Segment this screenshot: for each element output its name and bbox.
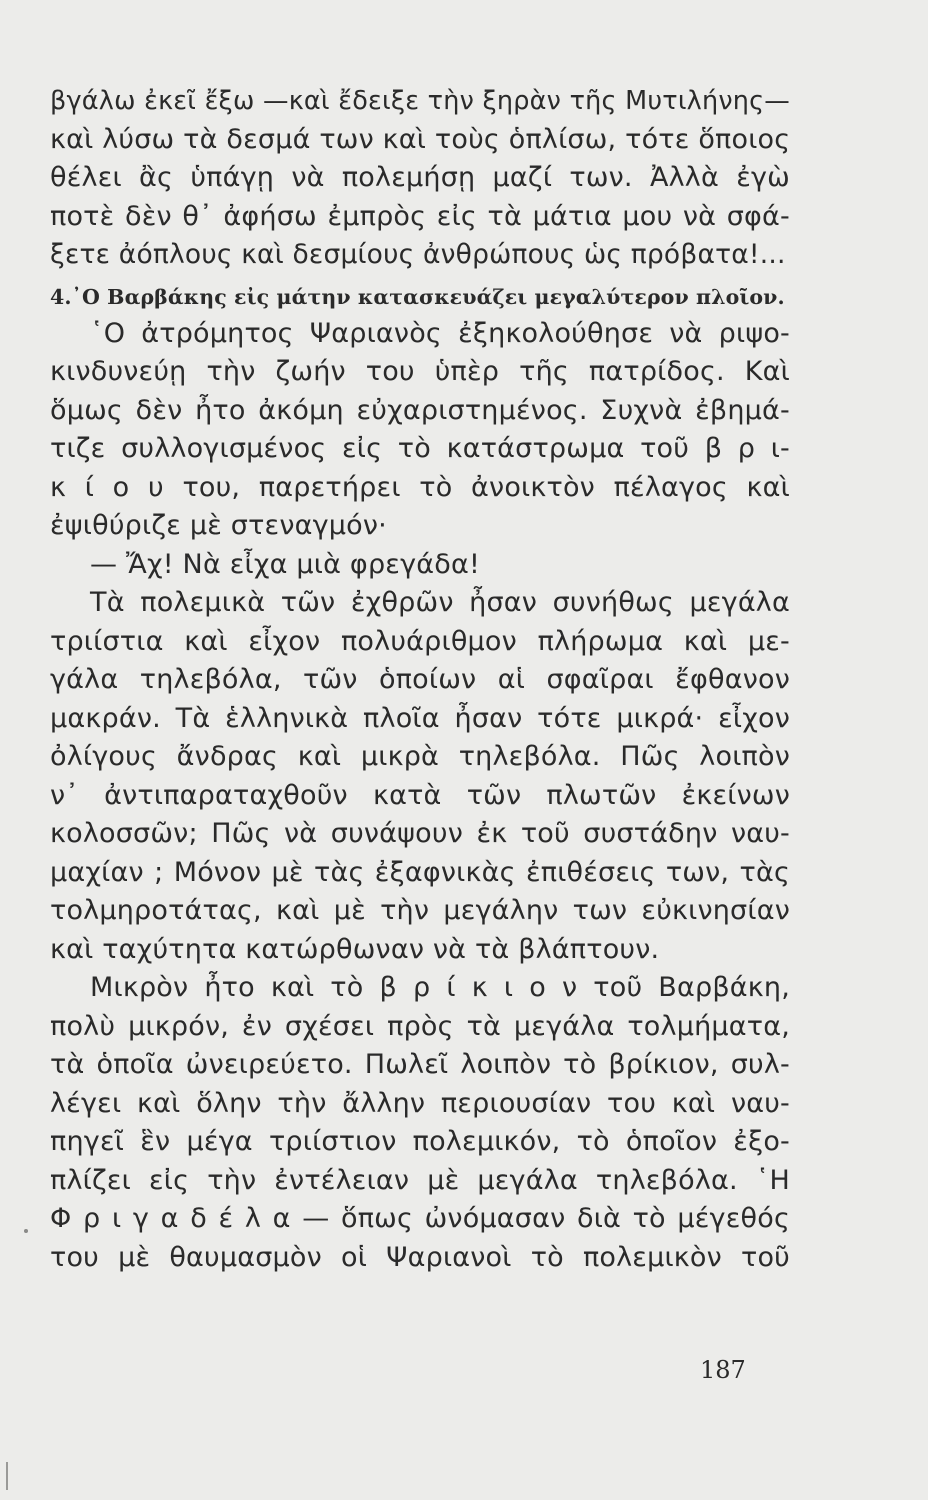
text-line: Τὰ πολεμικὰ τῶν ἐχθρῶν ἦσαν συνήθως μεγάλα bbox=[90, 587, 790, 618]
text-line: κινδυνεύῃ τὴν ζωήν του ὑπὲρ τῆς πατρίδος. Καὶ bbox=[50, 356, 790, 387]
text-line: ξετε ἀόπλους καὶ δεσμίους ἀνθρώπους ὡς πρόβατα!... bbox=[50, 239, 786, 270]
text-line: ὀλίγους ἄνδρας καὶ μικρὰ τηλεβόλα. Πῶς λοιπὸν bbox=[50, 741, 790, 772]
text-line: μακράν. Τὰ ἑλληνικὰ πλοῖα ἦσαν τότε μικρά· εἶχον bbox=[50, 702, 790, 734]
text-line: ἐψιθύριζε μὲ στεναγμόν· bbox=[50, 510, 387, 541]
text-line: καὶ λύσω τὰ δεσμά των καὶ τοὺς ὁπλίσω, τότε ὅποιος bbox=[50, 123, 791, 155]
text-line: θέλει ἂς ὑπάγῃ νὰ πολεμήσῃ μαζί των. Ἀλλὰ ἐγὼ bbox=[50, 162, 790, 193]
text-line: γάλα τηλεβόλα, τῶν ὁποίων αἱ σφαῖραι ἔφθανον bbox=[50, 664, 790, 695]
text-line: Μικρὸν ἦτο καὶ τὸ β ρ ί κ ι ο ν τοῦ Βαρβάκη, bbox=[90, 972, 790, 1003]
text-line: τριίστια καὶ εἶχον πολυάριθμον πλήρωμα καὶ με- bbox=[50, 625, 790, 657]
text-line: τολμηροτάτας, καὶ μὲ τὴν μεγάλην των εὐκινησίαν bbox=[50, 895, 790, 926]
page-text bbox=[50, 82, 790, 1277]
text-line: λέγει καὶ ὅλην τὴν ἄλλην περιουσίαν του καὶ ναυ- bbox=[50, 1087, 790, 1119]
text-line: ν᾽ ἀντιπαραταχθοῦν κατὰ τῶν πλωτῶν ἐκείνων bbox=[50, 779, 790, 811]
text-line: πολὺ μικρόν, ἐν σχέσει πρὸς τὰ μεγάλα τολμήματα, bbox=[50, 1010, 790, 1042]
text-line: Φ ρ ι γ α δ έ λ α — ὅπως ὠνόμασαν διὰ τὸ μέγεθός bbox=[50, 1203, 790, 1234]
text-line: πηγεῖ ἓν μέγα τριίστιον πολεμικόν, τὸ ὁποῖον ἐξο- bbox=[50, 1126, 790, 1157]
text-line: πλίζει εἰς τὴν ἐντέλειαν μὲ μεγάλα τηλεβόλα. ῾Η bbox=[50, 1164, 790, 1196]
binding-mark bbox=[6, 1462, 8, 1490]
dialogue-line: — Ἄχ! Νὰ εἶχα μιὰ φρεγάδα! bbox=[90, 548, 480, 580]
text-line: τὰ ὁποῖα ὠνειρεύετο. Πωλεῖ λοιπὸν τὸ βρίκιον, συλ- bbox=[50, 1049, 790, 1080]
text-line: κ ί ο υ του, παρετήρει τὸ ἀνοικτὸν πέλαγος καὶ bbox=[50, 471, 790, 503]
text-line: κολοσσῶν; Πῶς νὰ συνάψουν ἐκ τοῦ συστάδην ναυ- bbox=[50, 818, 790, 849]
text-line: του μὲ θαυμασμὸν οἱ Ψαριανοὶ τὸ πολεμικὸν τοῦ bbox=[50, 1241, 790, 1273]
text-line: βγάλω ἐκεῖ ἔξω —καὶ ἔδειξε τὴν ξηρὰν τῆς Μυτιλήνης— bbox=[50, 86, 790, 116]
text-line: τιζε συλλογισμένος εἰς τὸ κατάστρωμα τοῦ β ρ ι- bbox=[50, 433, 790, 464]
text-line: καὶ ταχύτητα κατώρθωναν νὰ τὰ βλάπτουν. bbox=[50, 933, 660, 965]
text-line: ῾Ο ἀτρόμητος Ψαριανὸς ἐξηκολούθησε νὰ ριψο- bbox=[90, 317, 790, 349]
page-number: 187 bbox=[700, 1356, 746, 1384]
text-line: ποτὲ δὲν θ᾽ ἀφήσω ἐμπρὸς εἰς τὰ μάτια μου νὰ σφά- bbox=[50, 200, 790, 232]
text-line: ὅμως δὲν ἦτο ἀκόμη εὐχαριστημένος. Συχνὰ ἐβημά- bbox=[50, 394, 790, 426]
margin-dot bbox=[24, 1229, 28, 1233]
section-heading: 4.᾿Ο Βαρβάκης εἰς μάτην κατασκευάζει μεγαλύτερον πλοῖον. bbox=[50, 284, 785, 309]
text-line: μαχίαν ; Μόνον μὲ τὰς ἐξαφνικὰς ἐπιθέσεις των, τὰς bbox=[50, 856, 790, 888]
